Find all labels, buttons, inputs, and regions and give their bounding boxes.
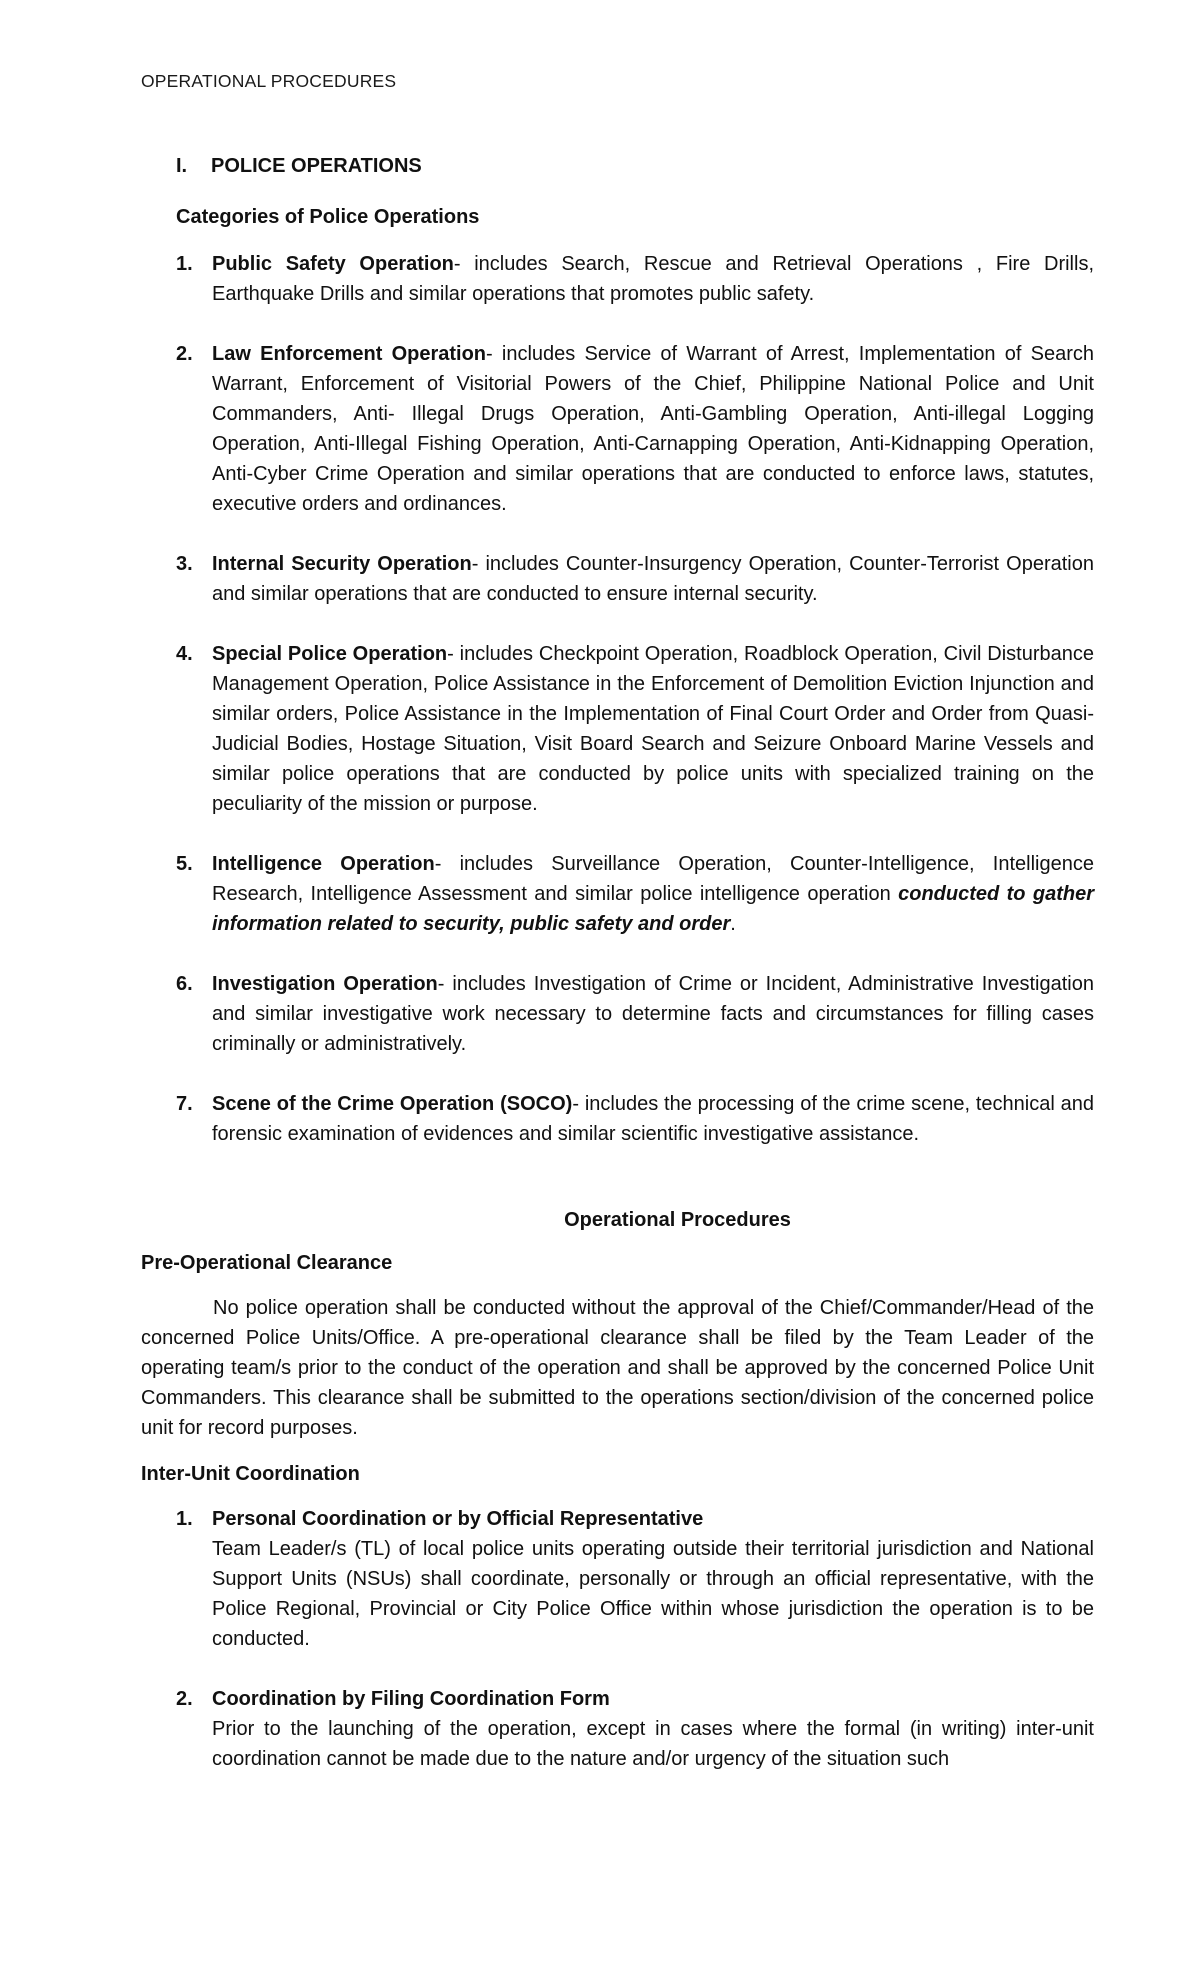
item-description: - includes Search, Rescue and Retrieval Operations , Fire Drills, Earthquake Drills and similar operations that promotes public safety.: [212, 253, 1094, 305]
item-body: [212, 849, 1094, 939]
item-number: 6.: [176, 973, 193, 995]
item-description: - includes Surveillance Operation, Counter-Intelligence, Intelligence Research, Intelligence Assessment and similar police intelligence operation: [212, 853, 1094, 905]
categories-heading: Categories of Police Operations: [176, 206, 480, 228]
item-body: [212, 969, 1094, 1059]
list-item: [176, 849, 1094, 939]
item-number: 5.: [176, 853, 193, 875]
running-header: OPERATIONAL PROCEDURES: [141, 71, 397, 91]
list-item: [176, 549, 1094, 609]
section-title: POLICE OPERATIONS: [211, 155, 422, 177]
list-item: [176, 1684, 1094, 1774]
item-number: 1.: [176, 1508, 193, 1530]
item-term: Special Police Operation: [212, 643, 448, 665]
item-description: - includes Counter-Insurgency Operation, Counter-Terrorist Operation and similar operations that are conducted to ensure internal security.: [212, 553, 1094, 605]
item-heading: Personal Coordination or by Official Representative: [212, 1508, 704, 1530]
list-item: [176, 339, 1094, 519]
item-number: 1.: [176, 253, 193, 275]
list-item: [176, 639, 1094, 819]
list-item: [176, 1504, 1094, 1654]
clearance-paragraph: No police operation shall be conducted without the approval of the Chief/Commander/Head of the concerned Police Units/Office. A pre-operational clearance shall be filed by the Team Leader of the operating team/s prior to the conduct of the operation and shall be approved by the concerned Police Unit Commanders. This clearance shall be submitted to the operations section/division of the concerned police unit for record purposes.: [141, 1297, 1094, 1439]
clearance-heading: Pre-Operational Clearance: [141, 1252, 393, 1274]
item-term: Investigation Operation: [212, 973, 438, 995]
coordination-list: [176, 1504, 1094, 1774]
list-item: [176, 969, 1094, 1059]
item-number: 4.: [176, 643, 193, 665]
item-description: - includes Checkpoint Operation, Roadblock Operation, Civil Disturbance Management Operation, Police Assistance in the Enforcement of Demolition Eviction Injunction and similar orders, Police Assistance in the Implementation of Final Court Order and Order from Quasi-Judicial Bodies, Hostage Situation, Visit Board Search and Seizure Onboard Marine Vessels and similar police operations that are conducted by police units with specialized training on the peculiarity of the mission or purpose.: [212, 643, 1094, 815]
item-term: Scene of the Crime Operation (SOCO): [212, 1093, 573, 1115]
categories-list: [176, 249, 1094, 1149]
item-body: [212, 549, 1094, 609]
item-body: [212, 1684, 1094, 1774]
item-term: Internal Security Operation: [212, 553, 472, 575]
item-emphasis: conducted to gather information related to security, public safety and order: [212, 883, 1094, 935]
item-term: Public Safety Operation: [212, 253, 454, 275]
item-term: Intelligence Operation: [212, 853, 435, 875]
item-number: 3.: [176, 553, 193, 575]
item-body: [212, 639, 1094, 819]
list-item: [176, 1089, 1094, 1149]
coordination-heading: Inter-Unit Coordination: [141, 1463, 360, 1485]
item-body: [212, 339, 1094, 519]
item-number: 7.: [176, 1093, 193, 1115]
section-numeral: I.: [176, 155, 188, 177]
item-body: [212, 249, 1094, 309]
procedures-heading: Operational Procedures: [564, 1209, 791, 1231]
item-description: - includes Service of Warrant of Arrest, Implementation of Search Warrant, Enforcement of Visitorial Powers of the Chief, Philippine National Police and Unit Commanders, Anti- Illegal Drugs Operation, Anti-Gambling Operation, Anti-illegal Logging Operation, Anti-Illegal Fishing Operation, Anti-Carnapping Operation, Anti-Kidnapping Operation, Anti-Cyber Crime Operation and similar operations that are conducted to enforce laws, statutes, executive orders and ordinances.: [212, 343, 1094, 515]
item-body: [212, 1504, 1094, 1654]
item-number: 2.: [176, 343, 193, 365]
item-body: [212, 1089, 1094, 1149]
section-heading: [176, 155, 1094, 178]
item-description: - includes the processing of the crime scene, technical and forensic examination of evidences and similar scientific investigative assistance.: [212, 1093, 1095, 1145]
list-item: [176, 249, 1094, 309]
item-number: 2.: [176, 1688, 193, 1710]
item-tail: .: [730, 913, 736, 935]
item-description: Team Leader/s (TL) of local police units operating outside their territorial jurisdiction and National Support Units (NSUs) shall coordinate, personally or through an official representative, with the Police Regional, Provincial or City Police Office within whose jurisdiction the operation is to be conducted.: [212, 1538, 1094, 1650]
item-description: - includes Investigation of Crime or Incident, Administrative Investigation and similar investigative work necessary to determine facts and circumstances for filling cases criminally or administratively.: [212, 973, 1094, 1055]
item-term: Law Enforcement Operation: [212, 343, 487, 365]
item-description: Prior to the launching of the operation, except in cases where the formal (in writing) inter-unit coordination cannot be made due to the nature and/or urgency of the situation such: [212, 1718, 1094, 1770]
item-heading: Coordination by Filing Coordination Form: [212, 1688, 610, 1710]
